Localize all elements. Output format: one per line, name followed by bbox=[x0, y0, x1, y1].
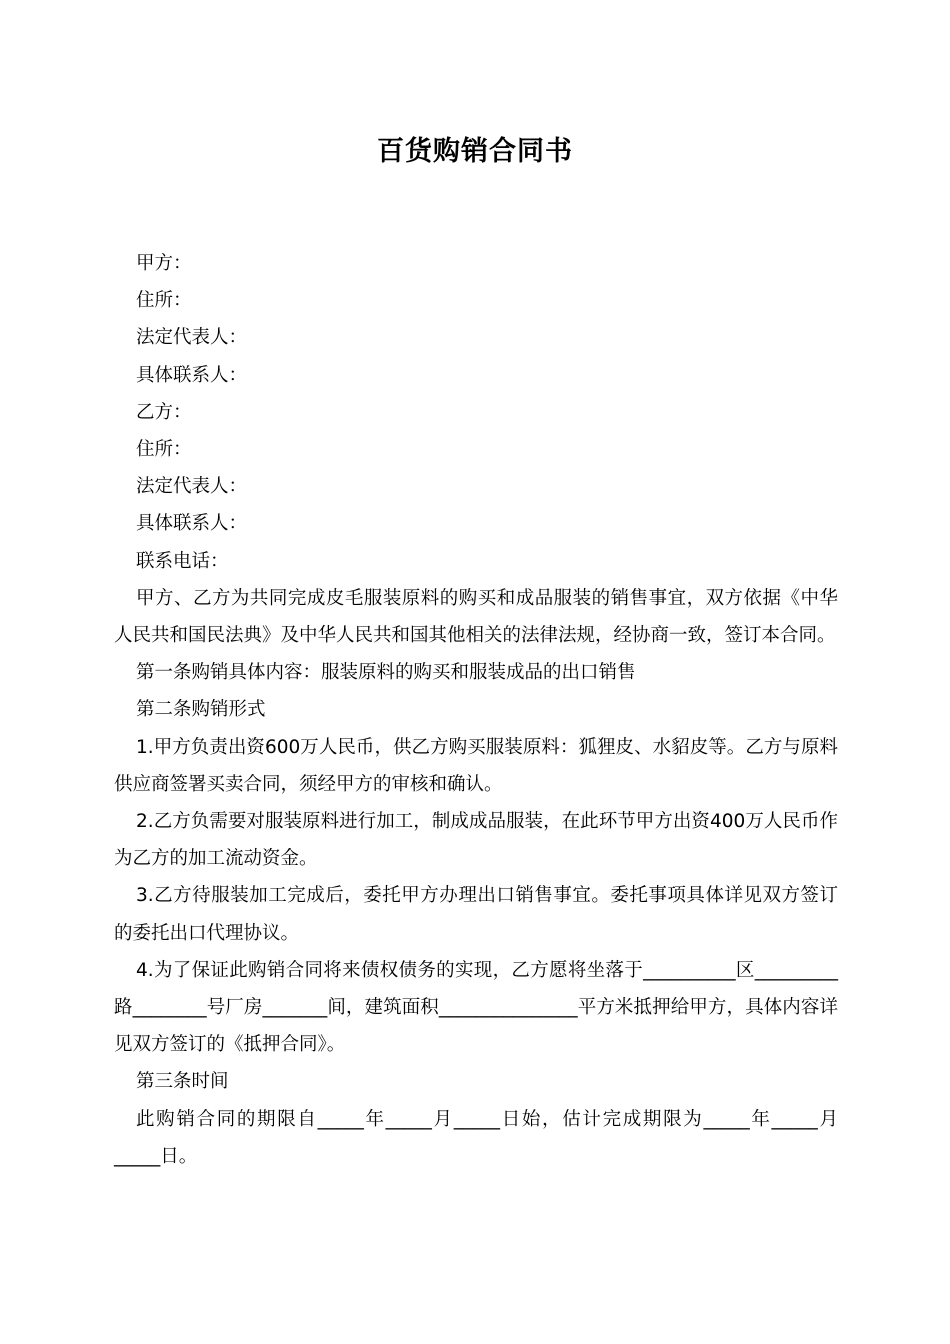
party-b-address-label: 住所： bbox=[136, 439, 192, 461]
preamble-paragraph: 甲方、乙方为共同完成皮毛服装原料的购买和成品服装的销售事宜，双方依据《中华人民共和国民法典》及中华人民共和国其他相关的法律法规，经协商一致，签订本合同。 bbox=[114, 587, 838, 647]
document-title: 百货购销合同书 bbox=[377, 136, 573, 167]
party-b-legal-representative-label: 法定代表人： bbox=[136, 476, 248, 498]
article-3-term-paragraph: 此购销合同的期限自_____年_____月_____日始，估计完成期限为_____年_____月_____日。 bbox=[114, 1108, 838, 1167]
article-2-clause-4: 4.为了保证此购销合同将来债权债务的实现，乙方愿将坐落于__________区_________路________号厂房_______间，建筑面积_______________平方米抵押给甲方，具体内容详见双方签订的《抵押合同》。 bbox=[114, 959, 838, 1056]
document-body bbox=[114, 245, 838, 1175]
party-a-legal-representative-label: 法定代表人： bbox=[136, 327, 248, 349]
article-2-clause-3: 3.乙方待服装加工完成后，委托甲方办理出口销售事宜。委托事项具体详见双方签订的委托出口代理协议。 bbox=[114, 885, 838, 944]
party-b-label: 乙方： bbox=[136, 401, 192, 423]
party-a-label: 甲方： bbox=[136, 253, 192, 274]
article-2-clause-2: 2.乙方负需要对服装原料进行加工，制成成品服装，在此环节甲方出资400万人民币作为乙方的加工流动资金。 bbox=[114, 811, 838, 870]
article-3-heading: 第三条时间 bbox=[136, 1071, 229, 1093]
contact-phone-label: 联系电话： bbox=[136, 550, 229, 572]
article-2-heading: 第二条购销形式 bbox=[136, 699, 266, 721]
article-2-clause-1: 1.甲方负责出资600万人民币，供乙方购买服装原料：狐狸皮、水貂皮等。乙方与原料供应商签署买卖合同，须经甲方的审核和确认。 bbox=[114, 736, 838, 795]
party-b-contact-person-label: 具体联系人： bbox=[136, 513, 248, 535]
party-a-contact-person-label: 具体联系人： bbox=[136, 364, 248, 386]
party-a-address-label: 住所： bbox=[136, 290, 192, 312]
article-1-heading: 第一条购销具体内容：服装原料的购买和服装成品的出口销售 bbox=[136, 662, 636, 684]
